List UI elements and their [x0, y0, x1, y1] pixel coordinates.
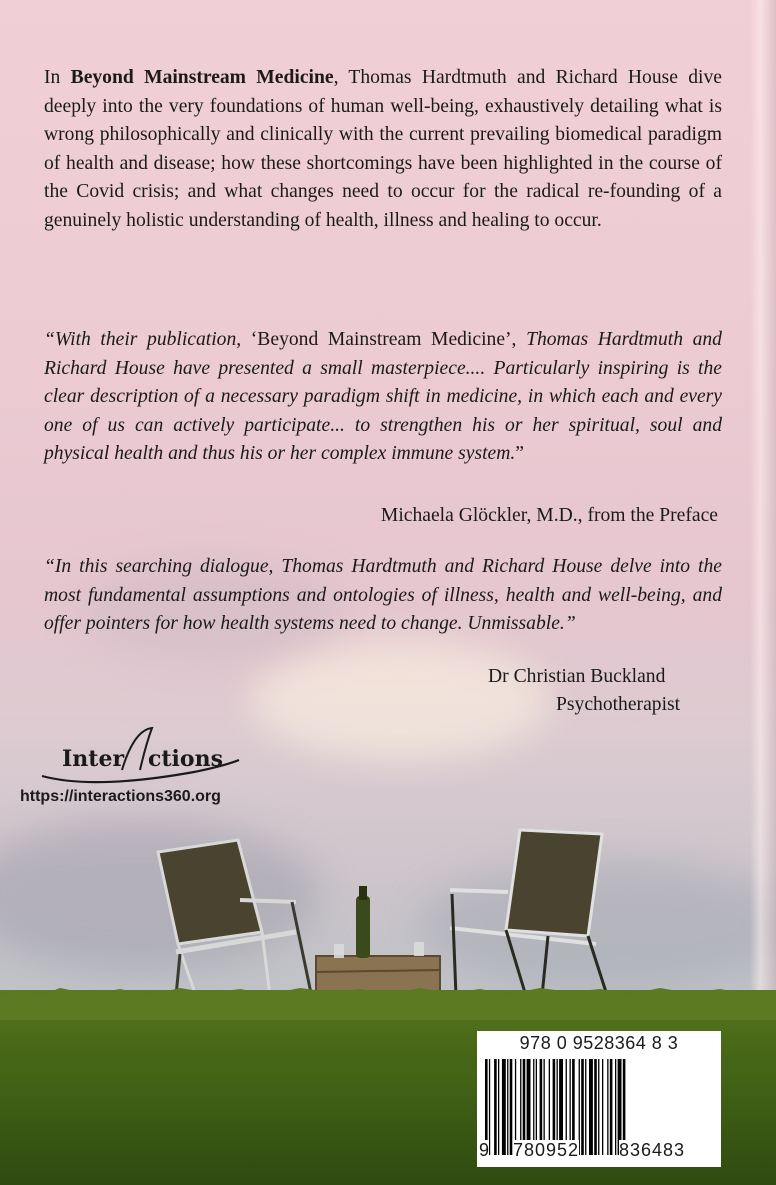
book-title: Beyond Mainstream Medicine — [70, 67, 334, 88]
grass-blades — [0, 980, 776, 1020]
barcode-bar — [581, 1059, 584, 1155]
barcode-bar — [598, 1059, 599, 1155]
isbn-barcode — [477, 1031, 721, 1167]
barcode-bar — [498, 1059, 499, 1155]
barcode-bar — [494, 1059, 497, 1155]
attribution-buckland-name: Dr Christian Buckland — [488, 666, 666, 687]
intro-paragraph: In Beyond Mainstream Medicine, Thomas Hardtmuth and Richard House dive deeply into the very foundations of human well-being, exhaustively detailing what is wrong philosophically and clinically with the current prevailing biomedical paradigm of health and disease; how these shortcomings have been highlighted in the course of the Covid crisis; and what changes need to occur for the radical re-founding of a genuinely holistic understanding of health, illness and healing to occur. — [44, 67, 722, 231]
barcode-bar — [594, 1059, 597, 1155]
logo-text-ctions: ctions — [148, 746, 223, 772]
barcode-bar — [510, 1059, 513, 1155]
quote-buckland: “In this searching dialogue, Thomas Hardtmuth and Richard House delve into the most fundamental assumptions and ontologies of illness, health and well-being, and offer pointers for how health systems need to change. Unmissable.” — [44, 556, 722, 635]
barcode-bar — [615, 1059, 616, 1155]
barcode-bar — [585, 1059, 586, 1155]
cloud-highlight — [250, 640, 550, 760]
barcode-bar — [607, 1059, 608, 1155]
attribution-buckland-role: Psychotherapist — [556, 694, 681, 715]
barcode-bar — [489, 1059, 490, 1155]
barcode-bar — [610, 1059, 613, 1155]
barcode-bar — [602, 1059, 603, 1155]
publisher-logo — [34, 724, 244, 786]
barcode-bar — [589, 1059, 593, 1155]
barcode-digits-left: 780952 — [513, 1140, 580, 1160]
barcode-digits-right: 836483 — [619, 1140, 686, 1160]
logo-text-inter: Inter — [62, 746, 125, 772]
quote-glockler: “With their publication, ‘Beyond Mainstream Medicine’, Thomas Hardtmuth and Richard House have presented a small masterpiece.... Particularly inspiring is the clear description of a necessary paradigm shift in medicine, in which each and every one of us can actively participate... to strengthen his or her spiritual, soul and physical health and thus his or her complex immune system.” — [44, 329, 722, 465]
barcode-bar — [502, 1059, 506, 1155]
left-chair — [158, 840, 312, 998]
barcode-digit-first: 9 — [479, 1140, 490, 1160]
barcode-bar — [507, 1059, 508, 1155]
attribution-glockler: Michaela Glöckler, M.D., from the Preface — [380, 505, 718, 526]
right-chair — [450, 830, 606, 996]
publisher-url[interactable]: https://interactions360.org — [20, 788, 221, 805]
isbn-number: 978 0 9528364 8 3 — [519, 1033, 679, 1053]
